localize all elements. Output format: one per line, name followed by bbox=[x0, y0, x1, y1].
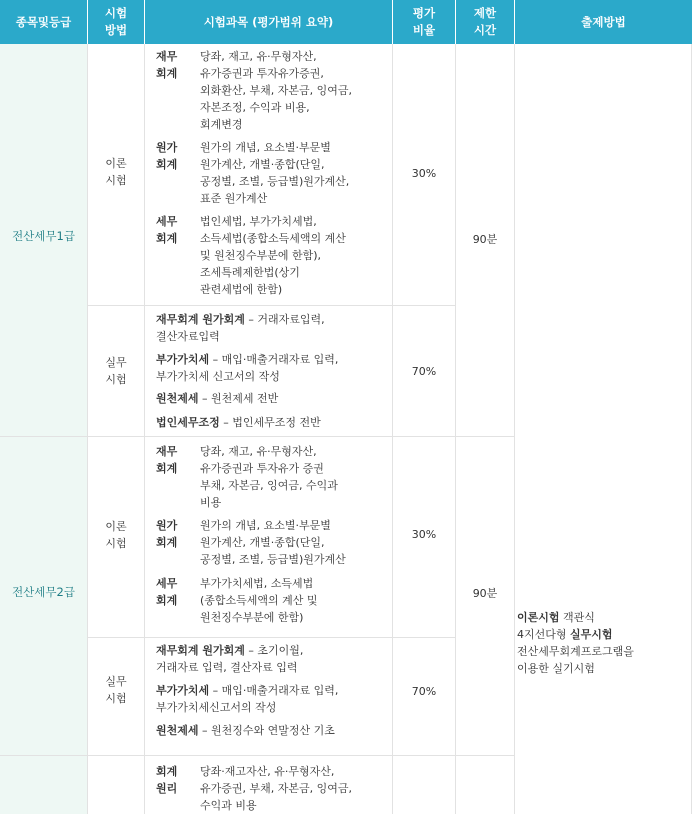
grade2-practical-ratio: 70% bbox=[411, 685, 437, 698]
grade2-theory-method: 이론 시험 bbox=[105, 520, 127, 550]
grade2-practical-method: 실무 시험 bbox=[105, 675, 127, 705]
grade2-s3-text: 부가가치세법, 소득세법 (종합소득세액의 계산 및 원천징수부분에 한함) bbox=[200, 577, 318, 624]
grade2-p2: 부가가치세 – 매입·매출거래자료 입력, 부가가치세신고서의 작성 bbox=[156, 684, 339, 714]
grade2-name: 전산세무2급 bbox=[12, 585, 75, 599]
grade1-s3-text: 법인세법, 부가가치세법, 소득세법(종합소득세액의 계산 및 원천징수부분에 한함), 조세특례제한법(상기 관련세법에 한함) bbox=[200, 215, 346, 296]
header-time: 제한 시간 bbox=[473, 6, 497, 37]
grade3-text: 당좌·재고자산, 유·무형자산, 유가증권, 부채, 자본금, 잉여금, 수익과 비용 bbox=[200, 765, 352, 812]
grade2-s1-text: 당좌, 재고, 유·무형자산, 유가증권과 투자유가 증권 부채, 자본금, 잉여금, 수익과 비용 bbox=[200, 445, 338, 509]
grade1-s1-label: 재무 회계 bbox=[156, 50, 178, 80]
grade2-s2-label: 원가 회계 bbox=[156, 519, 178, 549]
grade1-practical-method: 실무 시험 bbox=[105, 356, 127, 386]
exam-method-text: 이론시험 객관식 4지선다형 실무시험 전산세무회계프로그램을 이용한 실기시험 bbox=[517, 611, 634, 675]
header-grade: 종목및등급 bbox=[15, 14, 72, 29]
grade1-p3: 원천제세 – 원천제세 전반 bbox=[156, 392, 279, 405]
grade2-p3: 원천제세 – 원천징수와 연말정산 기초 bbox=[156, 724, 335, 737]
header-subjects: 시험과목 (평가범위 요약) bbox=[203, 14, 334, 29]
header-ratio: 평가 비율 bbox=[412, 6, 436, 37]
grade1-p2: 부가가치세 – 매입·매출거래자료 입력, 부가가치세 신고서의 작성 bbox=[156, 353, 339, 383]
grade2-theory-ratio: 30% bbox=[411, 528, 437, 541]
grade1-name: 전산세무1급 bbox=[12, 229, 75, 243]
grade1-theory-ratio: 30% bbox=[411, 167, 437, 180]
table-header bbox=[0, 0, 692, 44]
grade-column-band bbox=[0, 44, 87, 814]
grade1-p1: 재무회계 원가회계 – 거래자료입력, 결산자료입력 bbox=[156, 313, 325, 343]
header-exam-method: 출제방법 bbox=[581, 14, 626, 29]
header-method: 시험 방법 bbox=[104, 6, 128, 37]
grade1-s2-label: 원가 회계 bbox=[156, 141, 178, 171]
grade1-s2-text: 원가의 개념, 요소별·부문별 원가계산, 개별·종합(단일, 공정별, 조별, 등급별)원가계산, 표준 원가계산 bbox=[200, 141, 350, 205]
grade2-s2-text: 원가의 개념, 요소별·부문별 원가계산, 개별·종합(단일, 공정별, 조별, 등급별)원가계산 bbox=[200, 519, 346, 566]
grade2-s1-label: 재무 회계 bbox=[156, 445, 178, 475]
grade1-s3-label: 세무 회계 bbox=[156, 215, 178, 245]
grade3-label: 회계 원리 bbox=[156, 765, 178, 795]
grade1-time: 90분 bbox=[472, 233, 498, 246]
grade2-p1: 재무회계 원가회계 – 초기이월, 거래자료 입력, 결산자료 입력 bbox=[156, 644, 304, 674]
grade2-time: 90분 bbox=[472, 587, 498, 600]
grade1-theory-method: 이론 시험 bbox=[105, 157, 127, 187]
grade1-p4: 법인세무조정 – 법인세무조정 전반 bbox=[156, 416, 321, 429]
grade1-s1-text: 당좌, 재고, 유·무형자산, 유가증권과 투자유가증권, 외화환산, 부채, 자본금, 잉여금, 자본조정, 수익과 비용, 회계변경 bbox=[200, 50, 352, 131]
grade2-s3-label: 세무 회계 bbox=[156, 577, 178, 607]
grade1-practical-ratio: 70% bbox=[411, 365, 437, 378]
